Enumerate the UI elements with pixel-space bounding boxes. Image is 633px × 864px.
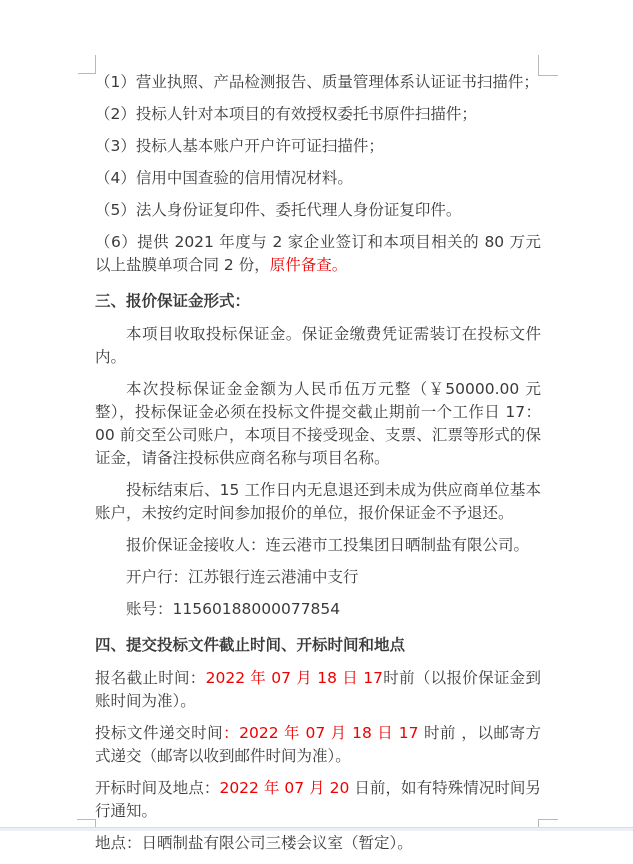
paragraph bbox=[95, 832, 541, 855]
paragraph bbox=[95, 71, 541, 94]
text-run: 本次投标保证金金额为人民币伍万元整（￥50000.00 元整），投标保证金必须在投标文件提交截止期前一个工作日 17：00 前交至公司账户，本项目不接受现金、支票、汇票等形式的保证金，请备注投标供应商名称与项目名称。 bbox=[95, 380, 541, 467]
margin-mark-top-right bbox=[538, 55, 558, 76]
text-run: 投标结束后、15 工作日内无息退还到未成为供应商单位基本账户，未按约定时间参加报价的单位，报价保证金不予退还。 bbox=[95, 481, 541, 522]
paragraph bbox=[95, 199, 541, 222]
margin-mark-top-left bbox=[78, 55, 96, 74]
text-run: （2）投标人针对本项目的有效授权委托书原件扫描件； bbox=[95, 105, 477, 123]
text-run: （1）营业执照、产品检测报告、质量管理体系认证证书扫描件； bbox=[95, 73, 539, 91]
text-run: 时前 ，以邮寄方式递交（邮寄以收到邮件时间为准）。 bbox=[95, 724, 541, 765]
section-heading bbox=[95, 634, 541, 657]
paragraph bbox=[95, 323, 541, 369]
paragraph bbox=[95, 777, 541, 823]
text-run: 四、提交投标文件截止时间、开标时间和地点 bbox=[95, 636, 406, 654]
paragraph bbox=[95, 479, 541, 525]
paragraph bbox=[95, 534, 541, 557]
paragraph bbox=[95, 231, 541, 277]
text-run: （5）法人身份证复印件、委托代理人身份证复印件。 bbox=[95, 201, 462, 219]
text-run: 报名截止时间： bbox=[95, 669, 206, 687]
text-run: （6）提供 2021 年度与 2 家企业签订和本项目相关的 80 万元以上盐膜单项合同 2 份， bbox=[95, 233, 541, 274]
paragraph bbox=[95, 667, 541, 713]
text-run: （3）投标人基本账户开户许可证扫描件； bbox=[95, 137, 384, 155]
paragraph bbox=[95, 167, 541, 190]
text-run: 时前（以报价保证金到账时间为准）。 bbox=[95, 669, 541, 710]
page-bottom-edge bbox=[0, 827, 633, 831]
paragraph bbox=[95, 722, 541, 768]
paragraph bbox=[95, 103, 541, 126]
text-run: 地点：日晒制盐有限公司三楼会议室（暂定）。 bbox=[95, 834, 413, 852]
section-heading bbox=[95, 290, 541, 313]
text-run: 开户行：江苏银行连云港浦中支行 bbox=[126, 568, 359, 586]
paragraph bbox=[95, 598, 541, 621]
text-run: 日前，如有特殊情况时间另行通知。 bbox=[95, 779, 541, 820]
text-run: 开标时间及地点： bbox=[95, 779, 220, 797]
red-emphasis-text: 2022 年 07 月 20 bbox=[219, 779, 350, 797]
paragraph bbox=[95, 566, 541, 589]
red-emphasis-text: 2022 年 07 月 18 日 17 bbox=[205, 669, 383, 687]
paragraph bbox=[95, 135, 541, 158]
text-run: 账号：11560188000077854 bbox=[126, 600, 341, 618]
text-run: 投标文件递交时间 bbox=[95, 724, 224, 742]
text-run: （4）信用中国查验的信用情况材料。 bbox=[95, 169, 353, 187]
red-emphasis-text: 原件备查。 bbox=[269, 256, 348, 274]
red-emphasis-text: ：2022 年 07 月 18 日 17 bbox=[223, 724, 419, 742]
text-run: 本项目收取投标保证金。保证金缴费凭证需装订在投标文件内。 bbox=[95, 325, 541, 366]
document-body bbox=[95, 62, 541, 864]
text-run: 三、报价保证金形式： bbox=[95, 292, 251, 310]
text-run: 报价保证金接收人：连云港市工投集团日晒制盐有限公司。 bbox=[126, 536, 530, 554]
paragraph bbox=[95, 378, 541, 470]
